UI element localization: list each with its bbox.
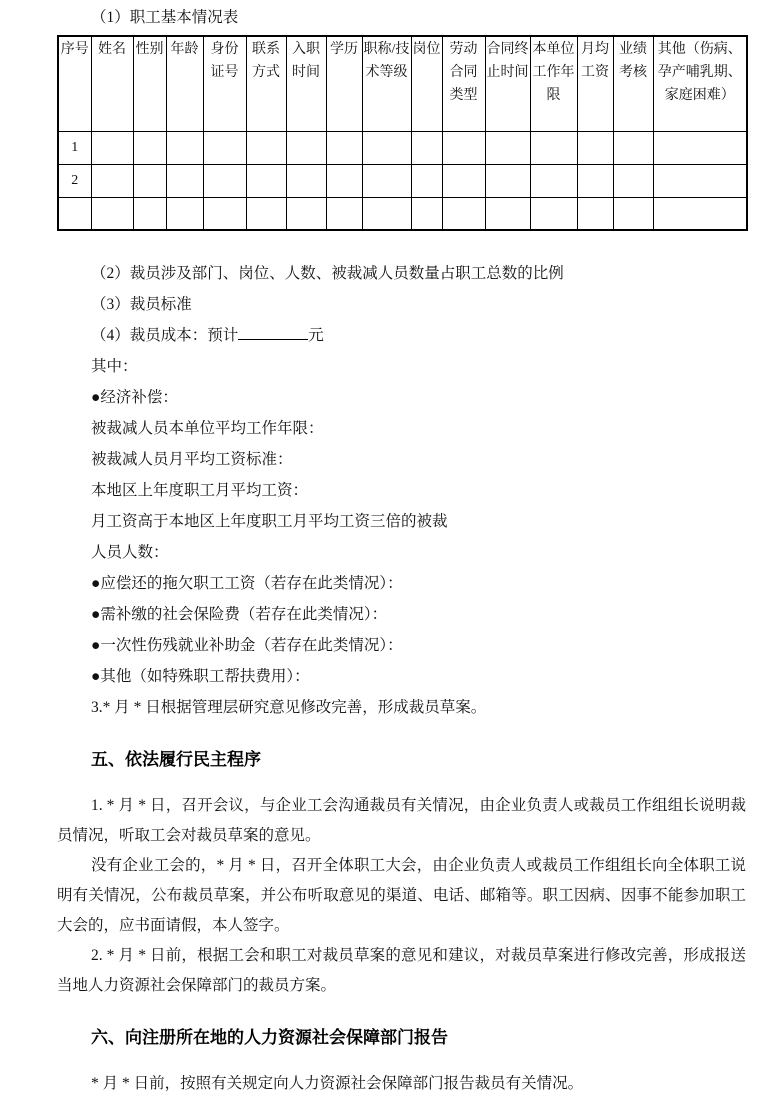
col-header-7: 学历: [326, 36, 362, 131]
sections-block: [57, 749, 746, 1099]
list-line-text: （3）裁员标准: [91, 296, 192, 313]
empty-cell: [613, 164, 653, 197]
empty-cell: [530, 164, 577, 197]
list-line: [57, 320, 746, 351]
col-header-1: 姓名: [91, 36, 133, 131]
row-number-cell: 1: [58, 131, 91, 164]
col-header-8: 职称/技术等级: [362, 36, 411, 131]
col-header-2: 性别: [133, 36, 166, 131]
col-header-14: 业绩考核: [613, 36, 653, 131]
empty-cell: [442, 131, 485, 164]
empty-cell: [411, 164, 442, 197]
empty-cell: [203, 131, 246, 164]
empty-cell: [362, 164, 411, 197]
col-header-0: 序号: [58, 36, 91, 131]
empty-cell: [286, 164, 326, 197]
row-number-cell: 2: [58, 164, 91, 197]
section-paragraph: 没有企业工会的，* 月 * 日，召开全体职工大会，由企业负责人或裁员工作组组长向全体职工说明有关情况，公布裁员草案，并公布听取意见的渠道、电话、邮箱等。职工因病、因事不能参加职工大会的，应书面请假，本人签字。: [57, 857, 746, 934]
col-header-9: 岗位: [411, 36, 442, 131]
empty-cell: [133, 164, 166, 197]
empty-cell: [91, 131, 133, 164]
col-header-5: 联系方式: [246, 36, 286, 131]
empty-cell: [653, 131, 747, 164]
empty-cell: [577, 197, 613, 230]
empty-cell: [326, 164, 362, 197]
empty-cell: [133, 131, 166, 164]
empty-cell: [442, 164, 485, 197]
empty-cell: [577, 131, 613, 164]
list-block: [57, 258, 746, 723]
empty-cell: [326, 197, 362, 230]
section-heading-0: 五、依法履行民主程序: [91, 750, 261, 769]
list-line-text: ●一次性伤残就业补助金（若存在此类情况）：: [91, 637, 403, 654]
blank-underline: [238, 324, 308, 341]
list-line: [57, 475, 746, 506]
col-header-13: 月均工资: [577, 36, 613, 131]
col-header-15: 其他（伤病、孕产哺乳期、家庭困难）: [653, 36, 747, 131]
table-header-row: [58, 36, 747, 131]
list-line: [57, 661, 746, 692]
col-header-12: 本单位工作年限: [530, 36, 577, 131]
empty-cell: [246, 131, 286, 164]
list-line-text: 本地区上年度职工月平均工资：: [91, 482, 309, 499]
table-row: [58, 197, 747, 230]
employee-info-table: [57, 35, 748, 231]
list-line-text: 人员人数：: [91, 544, 169, 561]
list-line-text: 3.* 月 * 日根据管理层研究意见修改完善，形成裁员草案。: [91, 699, 487, 716]
empty-cell: [91, 197, 133, 230]
empty-cell: [613, 197, 653, 230]
list-line: [57, 382, 746, 413]
list-line: [57, 351, 746, 382]
list-line: [57, 289, 746, 320]
list-line-suffix: 元: [308, 327, 324, 344]
empty-cell: [411, 197, 442, 230]
empty-cell: [530, 197, 577, 230]
table-row: [58, 164, 747, 197]
empty-cell: [485, 164, 530, 197]
list-line: [57, 258, 746, 289]
section-paragraph: 2. * 月 * 日前，根据工会和职工对裁员草案的意见和建议，对裁员草案进行修改完善，形成报送当地人力资源社会保障部门的裁员方案。: [57, 947, 746, 994]
col-header-6: 入职时间: [286, 36, 326, 131]
table-title: （1）职工基本情况表: [91, 9, 239, 26]
list-line-text: （2）裁员涉及部门、岗位、人数、被裁减人员数量占职工总数的比例: [91, 265, 564, 282]
list-line-text: ●其他（如特殊职工帮扶费用）：: [91, 668, 310, 685]
list-line-text: 被裁减人员月平均工资标准：: [91, 451, 293, 468]
empty-cell: [286, 197, 326, 230]
empty-cell: [203, 197, 246, 230]
list-line: [57, 537, 746, 568]
col-header-10: 劳动合同类型: [442, 36, 485, 131]
list-line: [57, 692, 746, 723]
col-header-3: 年龄: [166, 36, 203, 131]
list-line-text: （4）裁员成本：预计: [91, 327, 239, 344]
list-line: [57, 599, 746, 630]
section-heading-1: 六、向注册所在地的人力资源社会保障部门报告: [91, 1028, 448, 1047]
list-line: [57, 506, 746, 537]
empty-cell: [362, 197, 411, 230]
empty-cell: [530, 131, 577, 164]
list-line-text: 其中：: [91, 358, 138, 375]
col-header-11: 合同终止时间: [485, 36, 530, 131]
empty-cell: [166, 197, 203, 230]
row-number-cell: [58, 197, 91, 230]
empty-cell: [91, 164, 133, 197]
empty-cell: [613, 131, 653, 164]
empty-cell: [203, 164, 246, 197]
list-line-text: ●经济补偿：: [91, 389, 178, 406]
empty-cell: [653, 164, 747, 197]
section-paragraph: 1. * 月 * 日，召开会议，与企业工会沟通裁员有关情况，由企业负责人或裁员工作组组长说明裁员情况，听取工会对裁员草案的意见。: [57, 797, 746, 844]
empty-cell: [246, 197, 286, 230]
empty-cell: [133, 197, 166, 230]
empty-cell: [286, 131, 326, 164]
empty-cell: [166, 164, 203, 197]
list-line: [57, 630, 746, 661]
list-line-text: ●需补缴的社会保险费（若存在此类情况）：: [91, 606, 388, 623]
col-header-4: 身份证号: [203, 36, 246, 131]
empty-cell: [485, 197, 530, 230]
empty-cell: [166, 131, 203, 164]
list-line: [57, 568, 746, 599]
empty-cell: [577, 164, 613, 197]
list-line-text: ●应偿还的拖欠职工工资（若存在此类情况）：: [91, 575, 403, 592]
list-line: [57, 413, 746, 444]
section-paragraph: * 月 * 日前，按照有关规定向人力资源社会保障部门报告裁员有关情况。: [91, 1075, 584, 1092]
empty-cell: [411, 131, 442, 164]
empty-cell: [362, 131, 411, 164]
empty-cell: [442, 197, 485, 230]
empty-cell: [653, 197, 747, 230]
list-line: [57, 444, 746, 475]
table-row: [58, 131, 747, 164]
empty-cell: [326, 131, 362, 164]
list-line-text: 被裁减人员本单位平均工作年限：: [91, 420, 324, 437]
empty-cell: [485, 131, 530, 164]
list-line-text: 月工资高于本地区上年度职工月平均工资三倍的被裁: [91, 513, 448, 530]
empty-cell: [246, 164, 286, 197]
